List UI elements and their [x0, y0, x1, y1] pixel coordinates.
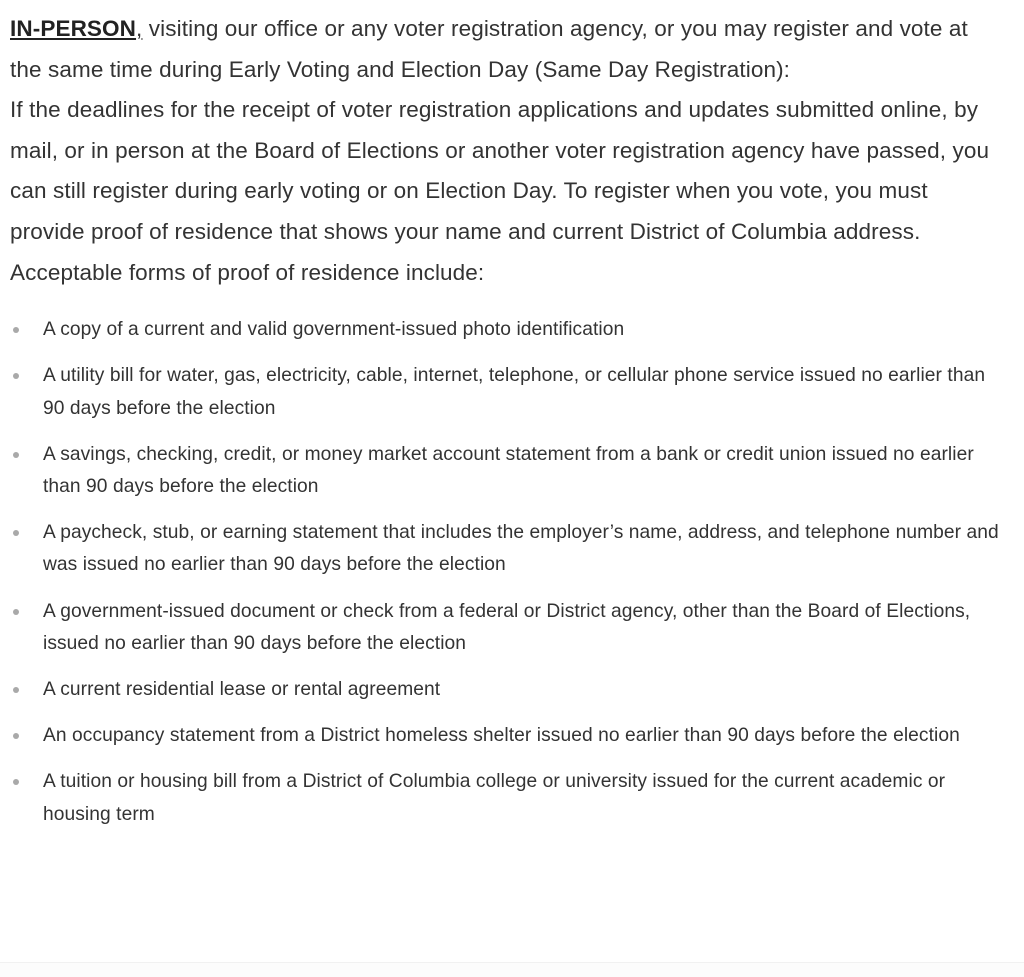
list-item-label: A current residential lease or rental agreement [43, 678, 441, 700]
bullet-icon [13, 530, 19, 536]
list-item [0, 766, 1024, 830]
bullet-icon [13, 373, 19, 379]
list-item [0, 314, 1024, 346]
in-person-heading: IN-PERSON [10, 16, 137, 41]
bullet-icon [13, 733, 19, 739]
list-item-label: A utility bill for water, gas, electricity, cable, internet, telephone, or cellular phone service issued no earlier than 90 days before the election [43, 365, 986, 419]
lead-paragraph-text: visiting our office or any voter registration agency, or you may register and vote at the same time during Early Voting and Election Day (Same Day Registration): [10, 16, 968, 82]
bullet-icon [13, 609, 19, 615]
lead-paragraph-comma: , [136, 16, 143, 41]
list-item-label: A savings, checking, credit, or money market account statement from a bank or credit union issued no earlier than 90 days before the election [43, 443, 974, 497]
bullet-icon [13, 779, 19, 785]
bullet-icon [13, 327, 19, 333]
proof-of-residence-list [0, 293, 1024, 831]
body-paragraph: If the deadlines for the receipt of voter registration applications and updates submitted online, by mail, or in person at the Board of Elections or another voter registration agency have passed, you can still register during early voting or on Election Day. To register when you vote, you must provide proof of residence that shows your name and current District of Columbia address. Acceptable forms of proof of residence include: [10, 97, 990, 285]
list-item-label: A tuition or housing bill from a District of Columbia college or university issued for the current academic or housing term [43, 771, 946, 825]
bullet-icon [13, 687, 19, 693]
list-item-label: A copy of a current and valid government-issued photo identification [43, 319, 625, 341]
page-footer-spacer [0, 963, 1024, 977]
list-item [0, 720, 1024, 752]
bullet-icon [13, 452, 19, 458]
list-item-label: A government-issued document or check from a federal or District agency, other than the Board of Elections, issued no earlier than 90 days before the election [43, 600, 971, 654]
list-item [0, 439, 1024, 503]
list-item [0, 360, 1024, 424]
lead-paragraph [10, 0, 990, 90]
lead-paragraph-block [0, 0, 1024, 293]
list-item-label: A paycheck, stub, or earning statement that includes the employer’s name, address, and telephone number and was issued no earlier than 90 days before the election [43, 522, 999, 576]
list-item [0, 517, 1024, 581]
list-item [0, 674, 1024, 706]
list-item-label: An occupancy statement from a District homeless shelter issued no earlier than 90 days before the election [43, 725, 960, 747]
list-item [0, 596, 1024, 660]
